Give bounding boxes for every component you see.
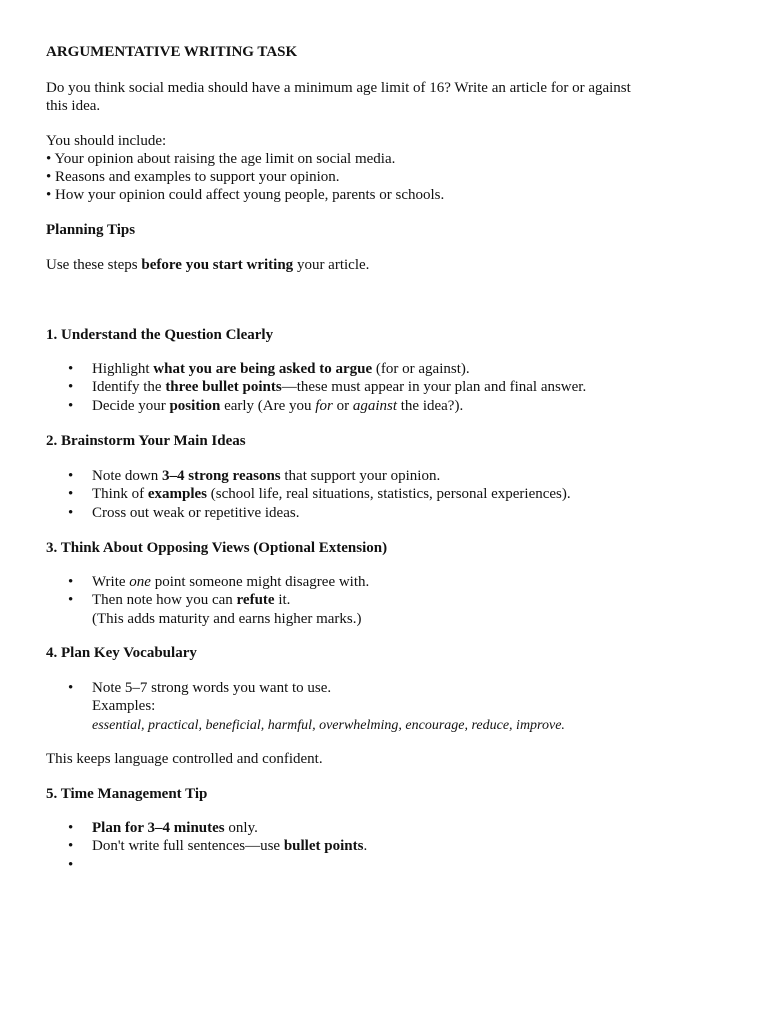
document-title: ARGUMENTATIVE WRITING TASK	[46, 44, 298, 60]
list-item: • Note down 3–4 strong reasons that support your opinion.	[46, 467, 726, 485]
intro-text: your article.	[293, 257, 370, 273]
section3-bullets	[46, 573, 726, 628]
task-prompt-line: Do you think social media should have a minimum age limit of 16? Write an article for or against	[46, 80, 631, 96]
include-item: • Reasons and examples to support your opinion.	[46, 169, 340, 185]
list-item: • Decide your position early (Are you for or against the idea?).	[46, 397, 726, 415]
list-item: • Note 5–7 strong words you want to use. Examples: essential, practical, beneficial, harmful, overwhelming, encourage, reduce, improve.	[46, 679, 726, 735]
task-prompt-line: this idea.	[46, 98, 101, 114]
vocabulary-closing: This keeps language controlled and confident.	[46, 751, 323, 767]
list-item: • Plan for 3–4 minutes only.	[46, 819, 726, 837]
section1-bullets	[46, 360, 726, 415]
list-item: • Cross out weak or repetitive ideas.	[46, 504, 726, 522]
planning-tips-intro	[46, 256, 369, 274]
list-item: • Don't write full sentences—use bullet points.	[46, 837, 726, 855]
include-item: • How your opinion could affect young people, parents or schools.	[46, 187, 445, 203]
include-list	[46, 132, 444, 204]
section-heading-brainstorm: 2. Brainstorm Your Main Ideas	[46, 433, 246, 449]
list-item: • Write one point someone might disagree with.	[46, 573, 726, 591]
section-heading-understand-question: 1. Understand the Question Clearly	[46, 327, 274, 343]
list-item: • Highlight what you are being asked to argue (for or against).	[46, 360, 726, 378]
list-item: • Then note how you can refute it. (This adds maturity and earns higher marks.)	[46, 591, 726, 628]
include-item: • Your opinion about raising the age limit on social media.	[46, 151, 396, 167]
list-item: • Think of examples (school life, real situations, statistics, personal experiences).	[46, 485, 726, 503]
section2-bullets	[46, 467, 726, 522]
section-heading-opposing-views: 3. Think About Opposing Views (Optional Extension)	[46, 540, 388, 556]
intro-bold: before you start writing	[141, 257, 294, 273]
task-prompt	[46, 79, 631, 115]
section5-bullets	[46, 819, 726, 856]
section4-bullets	[46, 679, 726, 735]
section-heading-time-management: 5. Time Management Tip	[46, 786, 208, 802]
section-heading-vocabulary: 4. Plan Key Vocabulary	[46, 645, 197, 661]
include-label: You should include:	[46, 133, 167, 149]
intro-text: Use these steps	[46, 257, 142, 273]
list-item: • Identify the three bullet points—these must appear in your plan and final answer.	[46, 378, 726, 396]
planning-tips-heading: Planning Tips	[46, 222, 136, 238]
